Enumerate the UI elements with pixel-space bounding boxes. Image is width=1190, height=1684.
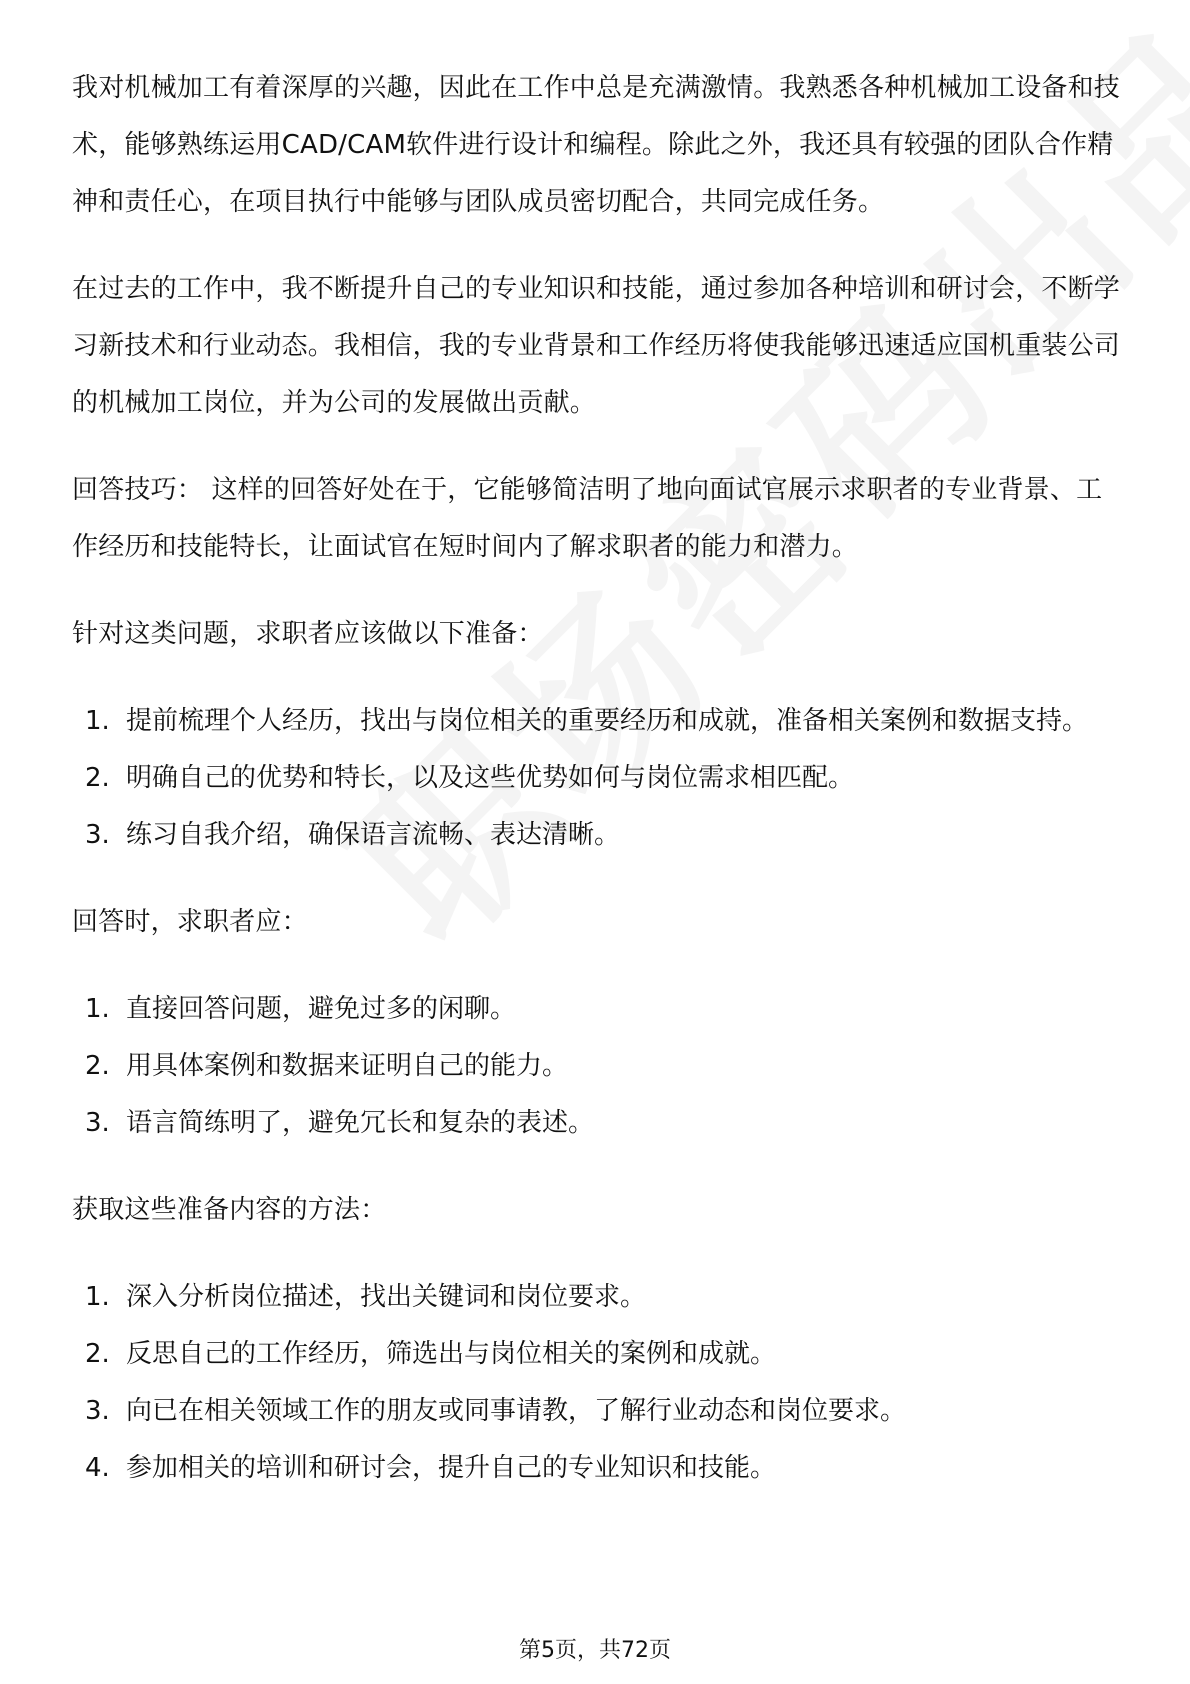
heading-methods: 获取这些准备内容的方法：: [72, 1195, 387, 1225]
list-text: 用具体案例和数据来证明自己的能力。: [126, 1051, 569, 1081]
heading-answering: 回答时，求职者应：: [72, 907, 308, 937]
paragraph-intro: 我对机械加工有着深厚的兴趣，因此在工作中总是充满激情。我熟悉各种机械加工设备和技术，能够熟练运用CAD/CAM软件进行设计和编程。除此之外，我还具有较强的团队合作精神和责任心，在项目执行中能够与团队成员密切配合，共同完成任务。: [72, 73, 1121, 217]
list-number: 2.: [85, 763, 110, 793]
list-number: 1.: [85, 1282, 110, 1312]
list-item: [72, 1038, 1122, 1095]
answering-list: [72, 981, 1122, 1152]
preparation-list: [72, 693, 1122, 864]
list-text: 明确自己的优势和特长，以及这些优势如何与岗位需求相匹配。: [126, 763, 855, 793]
list-text: 深入分析岗位描述，找出关键词和岗位要求。: [126, 1282, 647, 1312]
list-item: [72, 1383, 1122, 1440]
list-item: [72, 750, 1122, 807]
list-item: [72, 1269, 1122, 1326]
list-number: 3.: [85, 1108, 110, 1138]
list-text: 直接回答问题，避免过多的闲聊。: [126, 994, 517, 1024]
list-text: 参加相关的培训和研讨会，提升自己的专业知识和技能。: [126, 1453, 777, 1483]
list-item: [72, 1095, 1122, 1152]
methods-list: [72, 1269, 1122, 1497]
list-text: 反思自己的工作经历，筛选出与岗位相关的案例和成就。: [126, 1339, 777, 1369]
list-text: 向已在相关领域工作的朋友或同事请教，了解行业动态和岗位要求。: [126, 1396, 907, 1426]
list-item: [72, 693, 1122, 750]
list-item: [72, 807, 1122, 864]
list-text: 语言简练明了，避免冗长和复杂的表述。: [126, 1108, 595, 1138]
list-text: 提前梳理个人经历，找出与岗位相关的重要经历和成就，准备相关案例和数据支持。: [126, 706, 1089, 736]
list-number: 1.: [85, 994, 110, 1024]
paragraph-tips: 回答技巧： 这样的回答好处在于，它能够简洁明了地向面试官展示求职者的专业背景、工作经历和技能特长，让面试官在短时间内了解求职者的能力和潜力。: [72, 475, 1103, 562]
list-number: 3.: [85, 820, 110, 850]
list-number: 1.: [85, 706, 110, 736]
paragraph-experience: 在过去的工作中，我不断提升自己的专业知识和技能，通过参加各种培训和研讨会，不断学习新技术和行业动态。我相信，我的专业背景和工作经历将使我能够迅速适应国机重装公司的机械加工岗位，并为公司的发展做出贡献。: [72, 274, 1121, 418]
list-number: 2.: [85, 1339, 110, 1369]
list-item: [72, 1326, 1122, 1383]
list-number: 4.: [85, 1453, 110, 1483]
page-number: 第5页，共72页: [519, 1638, 671, 1663]
list-item: [72, 1440, 1122, 1497]
document-page: [72, 60, 1122, 1527]
list-number: 3.: [85, 1396, 110, 1426]
list-text: 练习自我介绍，确保语言流畅、表达清晰。: [126, 820, 621, 850]
heading-preparation: 针对这类问题，求职者应该做以下准备：: [72, 619, 544, 649]
list-number: 2.: [85, 1051, 110, 1081]
list-item: [72, 981, 1122, 1038]
